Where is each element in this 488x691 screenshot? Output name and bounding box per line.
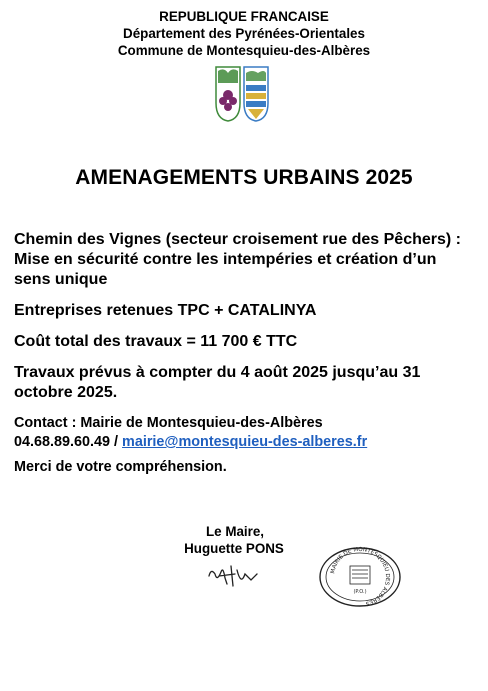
handwritten-signature: [205, 560, 265, 592]
svg-text:MAIRIE DE MONTESQUIEU DES ALBÈ: [330, 547, 390, 606]
municipal-crest-icon: [212, 63, 272, 123]
department-line: Département des Pyrénées-Orientales: [123, 26, 365, 41]
notice-body: [14, 230, 474, 477]
republic-line: REPUBLIQUE FRANCAISE: [159, 9, 329, 24]
mairie-stamp: [316, 546, 404, 608]
signature-name: Huguette PONS: [184, 541, 284, 556]
stamp-dept: (P.O.): [353, 589, 367, 595]
email-link[interactable]: mairie@montesquieu-des-alberes.fr: [122, 434, 368, 450]
stamp-text: MAIRIE DE MONTESQUIEU DES ALBÈRES: [330, 546, 391, 607]
document-header: [0, 8, 488, 59]
cost-paragraph: Coût total des travaux = 11 700 € TTC: [14, 333, 298, 350]
contact-line: Contact : Mairie de Montesquieu-des-Albères: [14, 415, 323, 431]
companies-paragraph: Entreprises retenues TPC + CATALINYA: [14, 302, 317, 319]
location-paragraph: Chemin des Vignes (secteur croisement rue des Pêchers) : Mise en sécurité contre les intempéries et création d’un sens unique: [14, 231, 461, 288]
contact-phone: 04.68.89.60.49 /: [14, 434, 123, 450]
page-title: AMENAGEMENTS URBAINS 2025: [75, 166, 413, 189]
commune-line: Commune de Montesquieu-des-Albères: [117, 43, 371, 58]
signature-role: Le Maire,: [205, 524, 265, 539]
contact-block: [14, 414, 474, 452]
dates-paragraph: Travaux prévus à compter du 4 août 2025 jusqu’au 31 octobre 2025.: [14, 364, 421, 401]
thanks-line: Merci de votre compréhension.: [14, 459, 227, 475]
